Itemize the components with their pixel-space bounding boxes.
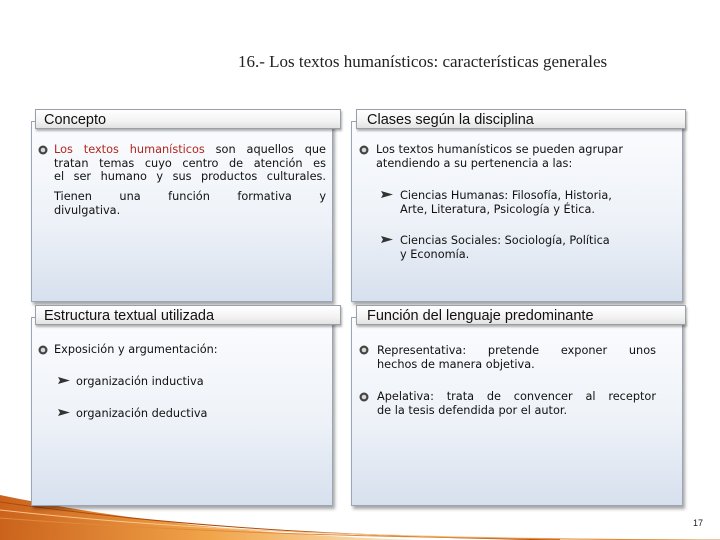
funcion-item1-line-1: Representativa: pretende exponer unos bbox=[377, 344, 656, 357]
bullet-icon bbox=[359, 145, 369, 155]
bullet-icon bbox=[359, 392, 369, 402]
clases-item1-line-2: Arte, Literatura, Psicología y Ética. bbox=[400, 203, 595, 216]
clases-header: Clases según la disciplina bbox=[356, 109, 686, 129]
funcion-header: Función del lenguaje predominante bbox=[356, 305, 686, 325]
concepto-line-2: tratan temas cuyo centro de atención es bbox=[54, 156, 326, 170]
concepto-line-3: el ser humano y sus productos culturales. bbox=[54, 170, 326, 183]
bullet-icon bbox=[38, 345, 48, 355]
concepto-line-5: divulgativa. bbox=[54, 204, 121, 217]
arrow-bullet-icon bbox=[57, 408, 71, 417]
page-number: 17 bbox=[692, 518, 703, 528]
estructura-sub-2: organización deductiva bbox=[76, 407, 208, 420]
funcion-item2-line-2: de la tesis defendida por el autor. bbox=[377, 404, 568, 417]
arrow-bullet-icon bbox=[380, 190, 394, 199]
funcion-item2-line-1: Apelativa: trata de convencer al receptor bbox=[377, 390, 656, 403]
concepto-header: Concepto bbox=[35, 109, 341, 129]
clases-intro-line-2: atendiendo a su pertenencia a las: bbox=[376, 156, 573, 170]
concepto-line-1: Los textos humanísticos son aquellos que bbox=[54, 143, 326, 156]
estructura-sub-1: organización inductiva bbox=[76, 375, 204, 388]
clases-item2-line-1: Ciencias Sociales: Sociología, Política bbox=[400, 234, 610, 247]
bullet-icon bbox=[359, 345, 369, 355]
arrow-bullet-icon bbox=[57, 376, 71, 385]
estructura-main: Exposición y argumentación: bbox=[54, 343, 218, 356]
clases-intro-line-1: Los textos humanísticos se pueden agrupar bbox=[376, 143, 623, 156]
funcion-item1-line-2: hechos de manera objetiva. bbox=[377, 358, 535, 371]
clases-item2-line-2: y Economía. bbox=[400, 248, 470, 261]
arrow-bullet-icon bbox=[380, 235, 394, 244]
concepto-line-4: Tienen una función formativa y bbox=[54, 190, 326, 203]
slide-title: 16.- Los textos humanísticos: características generales bbox=[238, 52, 608, 71]
concepto-highlight: Los textos humanísticos bbox=[54, 143, 205, 156]
bullet-icon bbox=[38, 145, 48, 155]
clases-item1-line-1: Ciencias Humanas: Filosofía, Historia, bbox=[400, 189, 612, 202]
estructura-header: Estructura textual utilizada bbox=[35, 305, 341, 325]
